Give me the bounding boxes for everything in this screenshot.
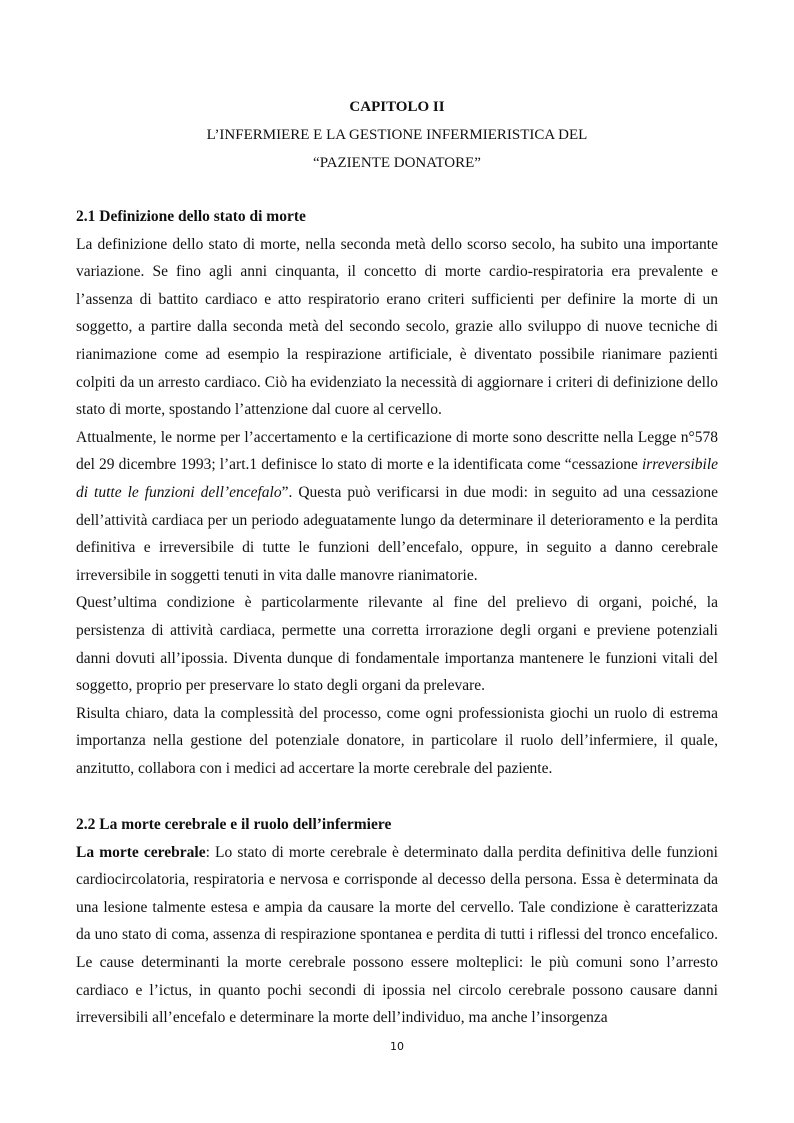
paragraph-text: Attualmente, le norme per l’accertamento e la certificazione di morte sono descritte nella Legge n°578 del 29 dicembre 1993; l’art.1 definisce lo stato di morte e la identificata come “cessazione xyxy=(76,428,718,474)
chapter-number: CAPITOLO II xyxy=(349,99,445,115)
chapter-heading xyxy=(76,93,718,177)
italic-quote: irreversibile di tutte le funzioni dell’encefalo xyxy=(76,456,718,501)
chapter-title-line-2: “PAZIENTE DONATORE” xyxy=(313,155,481,171)
section-2-2 xyxy=(76,811,718,1032)
section-2-1 xyxy=(76,203,718,782)
paragraph: Quest’ultima condizione è particolarmente rilevante al fine del prelievo di organi, poiché, la persistenza di attività cardiaca, permette una corretta irrorazione degli organi e previene potenziali danni dovuti all’ipossia. Diventa dunque di fondamentale importanza mantenere le funzioni vitali del soggetto, proprio per preservare lo stato degli organi da prelevare. xyxy=(76,594,718,695)
chapter-title-line-1: L’INFERMIERE E LA GESTIONE INFERMIERISTICA DEL xyxy=(206,127,588,143)
page-number: 10 xyxy=(390,1040,404,1053)
paragraph xyxy=(76,839,718,1032)
paragraph xyxy=(76,424,718,590)
paragraph-text: : Lo stato di morte cerebrale è determinato dalla perdita definitiva delle funzioni cardiocircolatoria, respiratoria e nervosa e corrisponde al decesso della persona. Essa è determinata da una lesione talmente estesa e ampia da causare la morte del cervello. Tale condizione è caratterizzata da uno stato di coma, assenza di respirazione spontanea e perdita di tutti i riflessi del tronco encefalico. Le cause determinanti la morte cerebrale possono essere molteplici: le più comuni sono l’arresto cardiaco e l’ictus, in quanto pochi secondi di ipossia nel circolo cerebrale possono causare danni irreversibili all’encefalo e determinare la morte dell’individuo, ma anche l’insorgenza xyxy=(76,843,718,1027)
section-title: 2.2 La morte cerebrale e il ruolo dell’infermiere xyxy=(76,816,392,833)
bold-lead-term: La morte cerebrale xyxy=(76,843,206,861)
paragraph: La definizione dello stato di morte, nella seconda metà dello scorso secolo, ha subito una importante variazione. Se fino agli anni cinquanta, il concetto di morte cardio-respiratoria era prevalente e l’assenza di battito cardiaco e atto respiratorio erano criteri sufficienti per definire la morte di un soggetto, a partire dalla seconda metà del secondo secolo, grazie allo sviluppo di nuove tecniche di rianimazione come ad esempio la respirazione artificiale, è diventato possibile rianimare pazienti colpiti da un arresto cardiaco. Ciò ha evidenziato la necessità di aggiornare i criteri di definizione dello stato di morte, spostando l’attenzione dal cuore al cervello. xyxy=(76,235,718,419)
section-title: 2.1 Definizione dello stato di morte xyxy=(76,208,306,225)
paragraph-text: ”. Questa può verificarsi in due modi: in seguito ad una cessazione dell’attività cardiaca per un periodo adeguatamente lungo da determinare il deterioramento e la perdita definitiva e irreversibile di tutte le funzioni dell’encefalo, oppure, in seguito a danno cerebrale irreversibile in soggetti tenuti in vita dalle manovre rianimatorie. xyxy=(76,483,718,584)
paragraph: Risulta chiaro, data la complessità del processo, come ogni professionista giochi un ruolo di estrema importanza nella gestione del potenziale donatore, in particolare il ruolo dell’infermiere, il quale, anzitutto, collabora con i medici ad accertare la morte cerebrale del paziente. xyxy=(76,704,718,777)
